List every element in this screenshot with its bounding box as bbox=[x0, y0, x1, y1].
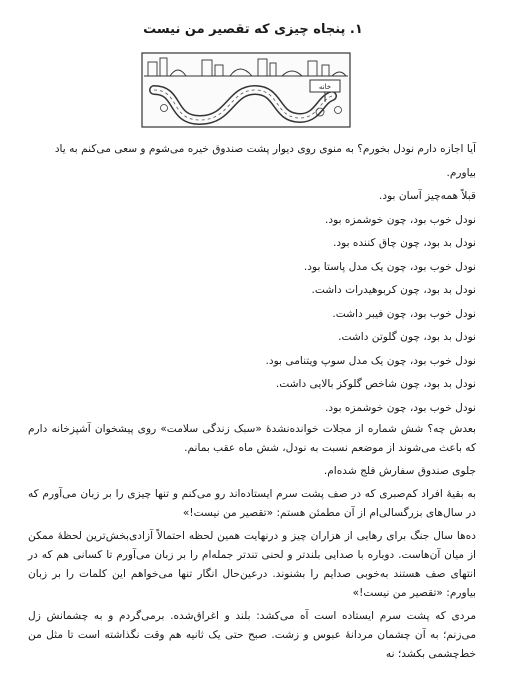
paragraph: نودل بد بود، چون شاخص گلوکز بالایی داشت. bbox=[275, 378, 476, 390]
paragraph: نودل خوب بود، چون یک مدل سوپ ویتنامی بود. bbox=[265, 354, 476, 367]
paragraph: آیا اجازه دارم نودل بخورم؟ به منوی روی دیوار پشت صندوق خیره می‌شوم و سعی می‌کنم به یاد بیاورم. bbox=[54, 143, 476, 179]
paragraph: بعدش چه؟ شش شماره از مجلات خوانده‌نشدهٔ «سبک زندگی سلامت» روی پیشخوان آشپزخانه دارم که باعث می‌شوند از موضعم نسبت به نودل، شش ماه عقب بمانم. bbox=[28, 423, 476, 454]
chapter-title: ۱. پنجاه چیزی که تقصیر من نیست bbox=[143, 22, 363, 37]
paragraph: نودل خوب بود، چون خوشمزه بود. bbox=[325, 401, 476, 414]
paragraph: به بقیهٔ افراد کم‌صبری که در صف پشت سرم ایستاده‌اند رو می‌کنم و تنها چیزی را بر زبان می‌آورم که در سال‌های بزرگسالی‌ام از آن مطمئن هستم: «تقصیر من نیست!» bbox=[28, 488, 476, 519]
paragraph: مردی که پشت سرم ایستاده است آه می‌کشد: بلند و اغراق‌شده. برمی‌گردم و به چشمانش زل می‌زنم؛ به آن چشمان مردانهٔ عبوس و زشت. صبح حتی یک ثانیه هم وقت نگذاشته است تا مثل من خط‌چشمی بکشد؛ نه bbox=[28, 610, 476, 660]
paragraph: نودل بد بود، چون گلوتن داشت. bbox=[338, 331, 476, 343]
paragraph: قبلاً همه‌چیز آسان بود. bbox=[379, 190, 476, 202]
paragraph: نودل خوب بود، چون فیبر داشت. bbox=[332, 307, 476, 320]
chapter-body bbox=[28, 138, 476, 664]
sign-text: خانه bbox=[318, 83, 332, 91]
paragraph: نودل بد بود، چون چاق کننده بود. bbox=[333, 237, 476, 249]
paragraph: جلوی صندوق سفارش فلج شده‌ام. bbox=[323, 465, 476, 477]
paragraph: نودل خوب بود، چون یک مدل پاستا بود. bbox=[303, 260, 476, 273]
paragraph: نودل بد بود، چون کربوهیدرات داشت. bbox=[311, 284, 476, 296]
paragraph: نودل خوب بود، چون خوشمزه بود. bbox=[325, 213, 476, 226]
road-illustration bbox=[140, 50, 352, 130]
paragraph: ده‌ها سال جنگ برای رهایی از هزاران چیز و درنهایت همین لحظه احتمالاً آزادی‌بخش‌ترین لحظهٔ ممکن از میان آن‌هاست. دوباره با صدایی بلندتر و لحنی تندتر جمله‌ام را بر زبان می‌آورم تا کسانی هم که در انتهای صف هستند به‌خوبی صدایم را بشنوند. درعین‌حال انگار تنها می‌خواهم این کلمات را بر زبان بیاورم: «تقصیر من نیست!» bbox=[28, 530, 476, 599]
